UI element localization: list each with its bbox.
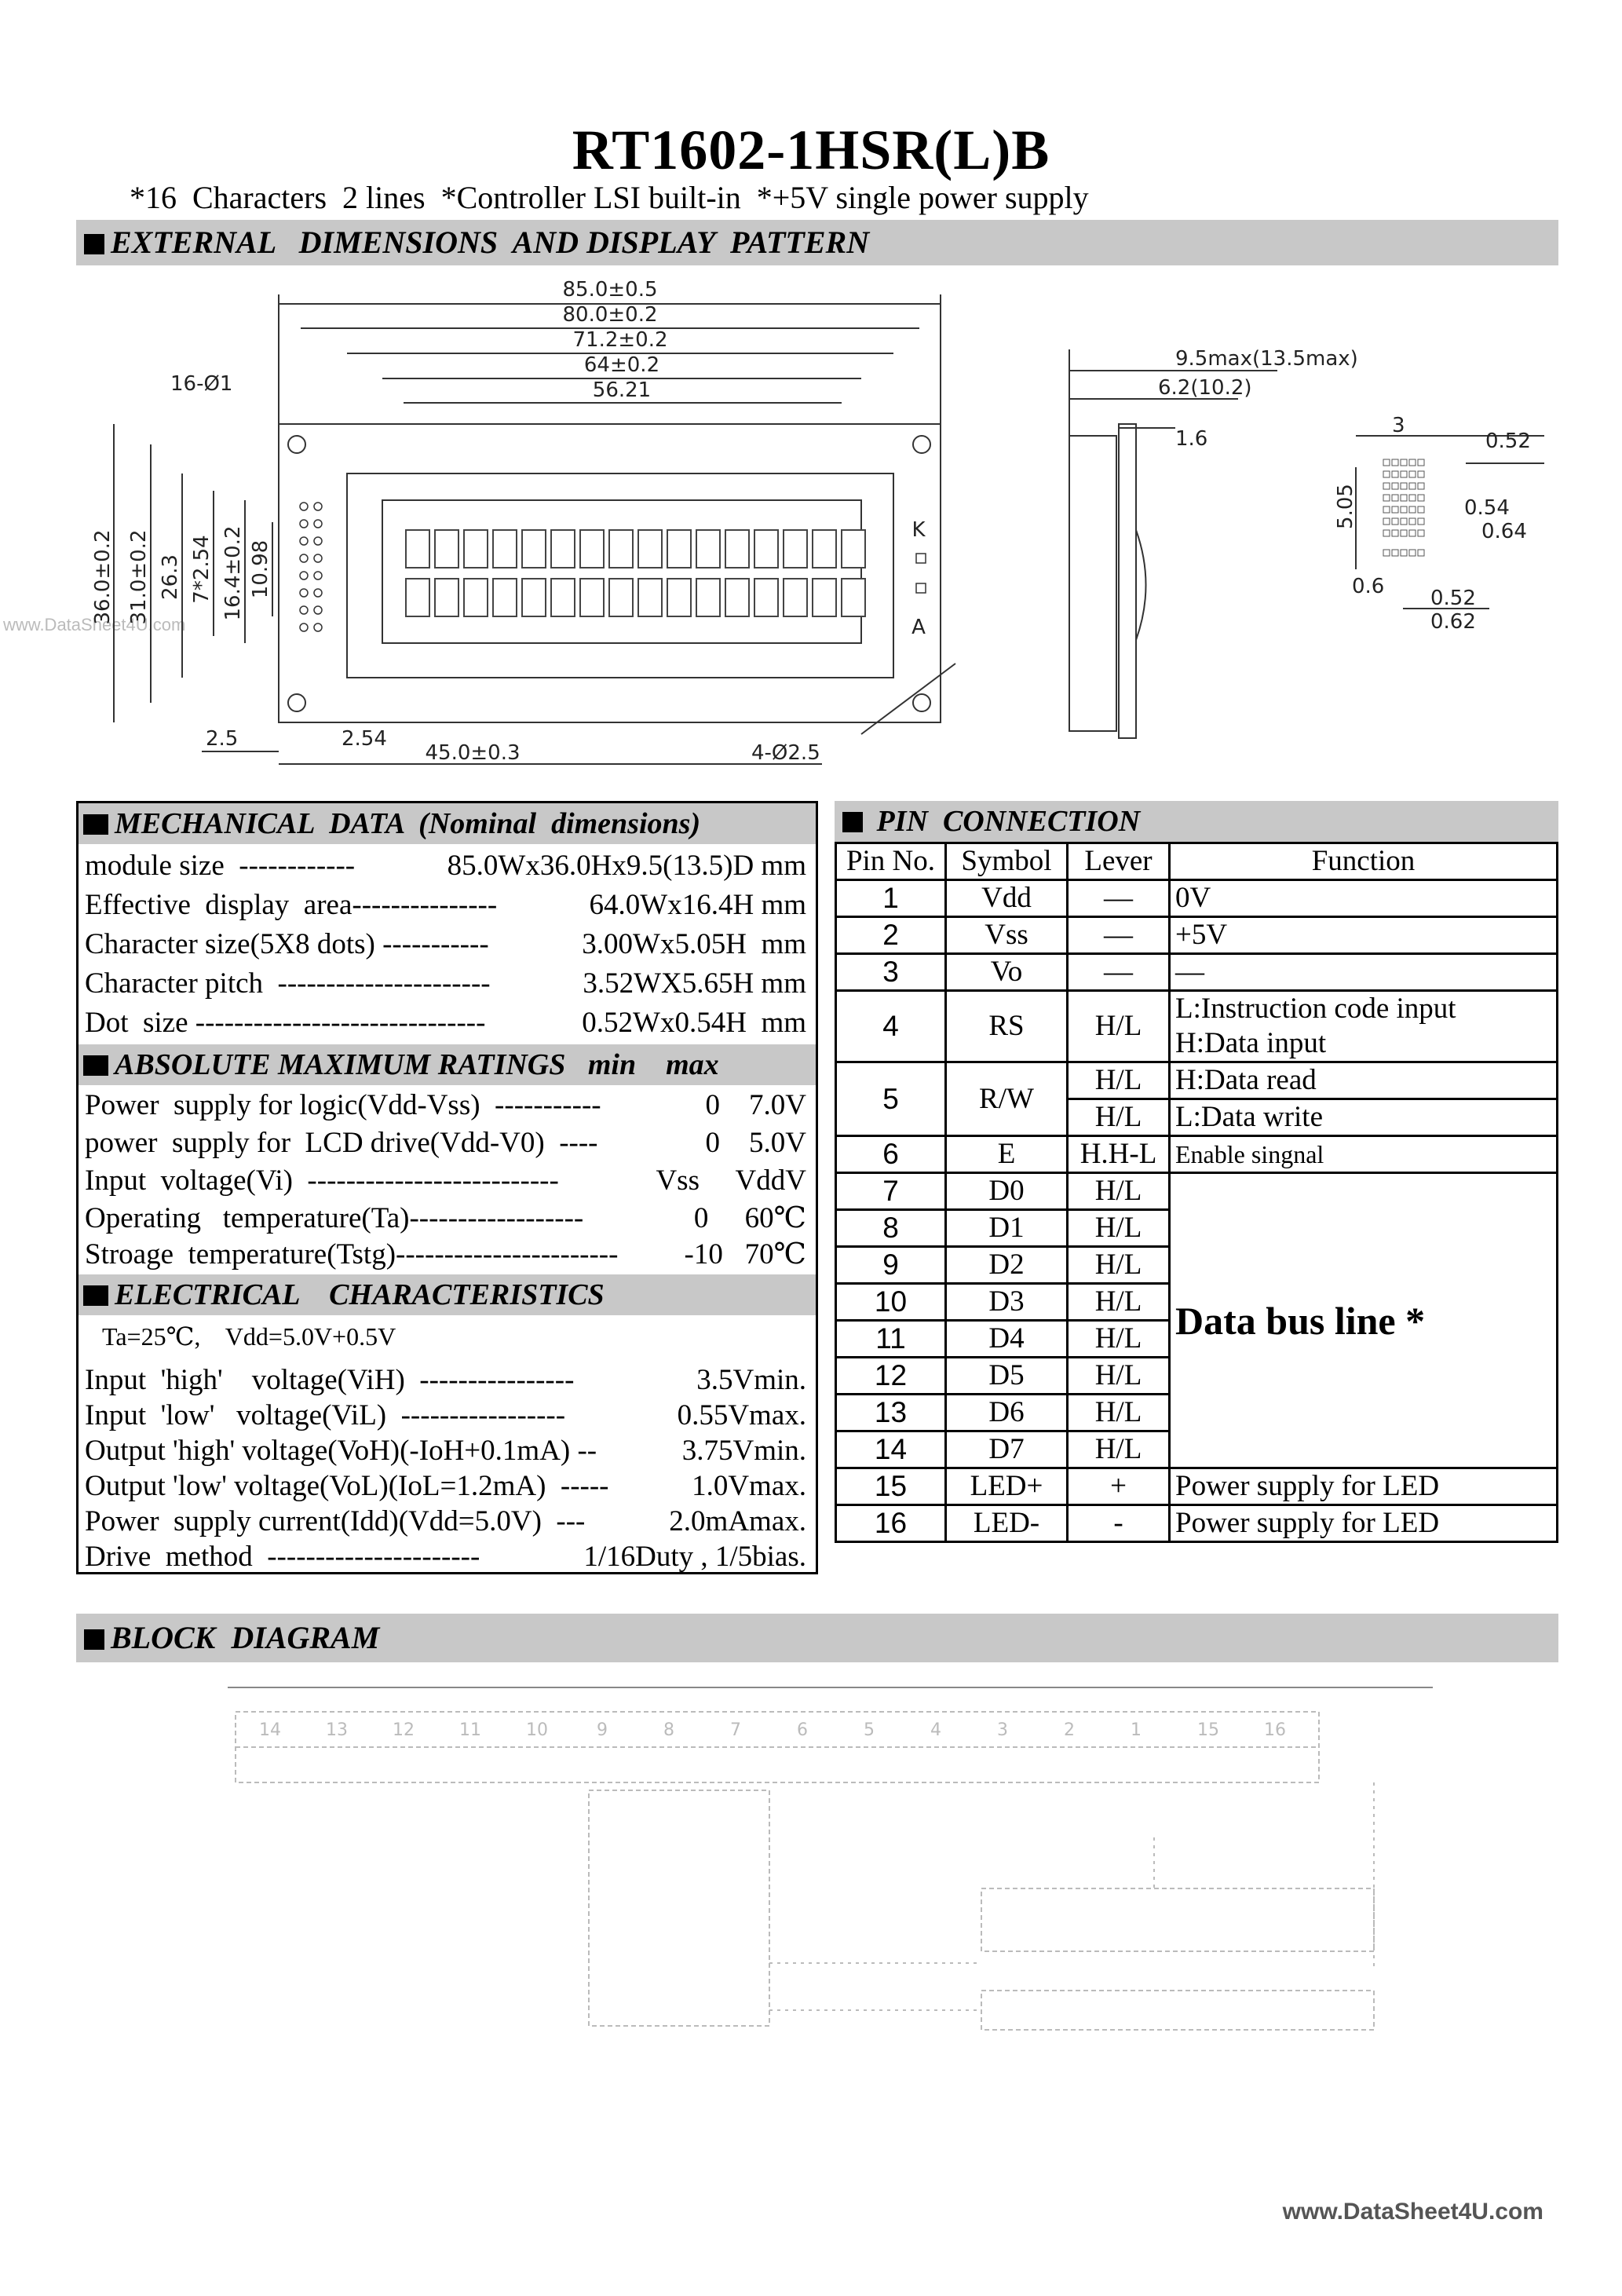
svg-text:13: 13 bbox=[326, 1720, 348, 1740]
dim-mount-holes: 4-Ø2.5 bbox=[751, 741, 820, 765]
watermark-text: www.DataSheet4U.com bbox=[3, 615, 186, 634]
footer-url[interactable]: www.DataSheet4U.com bbox=[1282, 2199, 1543, 2225]
svg-text:15: 15 bbox=[1197, 1720, 1219, 1740]
electrical-conditions: Ta=25℃, Vdd=5.0V+0.5V bbox=[102, 1322, 396, 1351]
abs-row: Stroage temperature(Tstg)----------------------- -10 70℃ bbox=[85, 1238, 806, 1270]
subtitle: *16 Characters 2 lines *Controller LSI built-in *+5V single power supply bbox=[130, 180, 1089, 215]
divider bbox=[228, 1687, 1433, 1688]
svg-text:6: 6 bbox=[797, 1720, 808, 1740]
table-row: H/L L:Data write bbox=[836, 1099, 1558, 1136]
table-row: 9 D2 H/L bbox=[836, 1247, 1558, 1284]
svg-text:14: 14 bbox=[259, 1720, 281, 1740]
table-row: 8 D1 H/L bbox=[836, 1210, 1558, 1247]
table-row: 4 RS H/L L:Instruction code input H:Data input bbox=[836, 991, 1558, 1062]
elec-row: Power supply current(Idd)(Vdd=5.0V) --- 2.0mAmax. bbox=[85, 1505, 806, 1537]
page-title: RT1602-1HSR(L)B bbox=[572, 119, 1050, 181]
mech-row: Character pitch ---------------------- 3.52WX5.65H mm bbox=[85, 967, 806, 1000]
dim-height-active: 16.4±0.2 bbox=[221, 525, 245, 621]
table-row: 6 E H.H-L Enable singnal bbox=[836, 1136, 1558, 1173]
dim-bottom-pitch: 2.54 bbox=[342, 727, 387, 751]
table-row: 5 R/W H/L H:Data read bbox=[836, 1062, 1558, 1099]
table-row: 15 LED+ + Power supply for LED bbox=[836, 1468, 1558, 1505]
elec-row: Drive method ---------------------- 1/16Duty , 1/5bias. bbox=[85, 1541, 806, 1573]
pin-a-label: A bbox=[911, 616, 926, 639]
section-block-header bbox=[76, 1614, 1558, 1662]
pin-table-header: Pin No. Symbol Lever Function bbox=[836, 843, 1558, 880]
dim-bottom-left: 2.5 bbox=[206, 727, 239, 751]
mount-hole bbox=[288, 436, 305, 453]
dim-height-viewing: 26.3 bbox=[159, 554, 182, 600]
pin-header bbox=[835, 801, 1558, 842]
absolute-title: ABSOLUTE MAXIMUM RATINGS min max bbox=[115, 1048, 719, 1081]
table-row: 2 Vss — +5V bbox=[836, 917, 1558, 954]
electrical-header bbox=[79, 1274, 816, 1315]
table-row: 11 D4 H/L bbox=[836, 1321, 1558, 1358]
svg-text:10: 10 bbox=[526, 1720, 548, 1740]
dim-dot-3: 3 bbox=[1392, 414, 1405, 437]
abs-row: Input voltage(Vi) -------------------------- Vss VddV bbox=[85, 1164, 806, 1197]
dim-dot-06: 0.6 bbox=[1352, 575, 1385, 598]
dim-height-outer: 36.0±0.2 bbox=[91, 529, 115, 625]
square-bullet-icon bbox=[842, 812, 863, 832]
svg-text:4: 4 bbox=[930, 1720, 941, 1740]
dim-dot-052: 0.52 bbox=[1485, 430, 1531, 453]
active-area bbox=[382, 500, 861, 643]
table-row: 14 D7 H/L bbox=[836, 1431, 1558, 1468]
abs-row: Operating temperature(Ta)------------------ 0 60℃ bbox=[85, 1202, 806, 1234]
svg-text:8: 8 bbox=[663, 1720, 674, 1740]
dim-dot-064: 0.64 bbox=[1481, 520, 1527, 543]
square-bullet-icon bbox=[84, 1629, 104, 1650]
abs-row: power supply for LCD drive(Vdd-V0) ---- 0 5.0V bbox=[85, 1127, 806, 1159]
elec-row: Input 'low' voltage(ViL) ----------------- 0.55Vmax. bbox=[85, 1399, 806, 1431]
table-row: 13 D6 H/L bbox=[836, 1395, 1558, 1431]
mech-row: Character size(5X8 dots) ----------- 3.00Wx5.05H mm bbox=[85, 928, 806, 960]
dim-dot-062: 0.62 bbox=[1430, 610, 1476, 634]
mechanical-title: MECHANICAL DATA (Nominal dimensions) bbox=[115, 807, 701, 840]
table-row: 7 D0 H/L Data bus line * bbox=[836, 1173, 1558, 1210]
pin-table bbox=[835, 842, 1558, 1543]
electrical-title: ELECTRICAL CHARACTERISTICS bbox=[115, 1278, 605, 1311]
absolute-header bbox=[79, 1044, 816, 1085]
dim-height-pcb: 31.0±0.2 bbox=[127, 529, 151, 625]
pin-k-label: K bbox=[911, 518, 926, 542]
elec-row: Input 'high' voltage(ViH) ---------------- 3.5Vmin. bbox=[85, 1364, 806, 1396]
section-block-title: BLOCK DIAGRAM bbox=[111, 1620, 380, 1655]
dim-width-chars: 56.21 bbox=[592, 378, 652, 402]
dim-width-viewing: 71.2±0.2 bbox=[572, 328, 668, 352]
mechanical-data-panel bbox=[76, 801, 818, 1574]
svg-text:2: 2 bbox=[1064, 1720, 1075, 1740]
dim-holes: 16-Ø1 bbox=[170, 372, 233, 396]
dim-dot-505: 5.05 bbox=[1334, 484, 1357, 529]
section-external-title: EXTERNAL DIMENSIONS AND DISPLAY PATTERN bbox=[111, 225, 870, 260]
mount-hole bbox=[913, 436, 930, 453]
dim-side-depth: 9.5max(13.5max) bbox=[1175, 347, 1358, 371]
mechanical-header bbox=[79, 803, 816, 844]
square-bullet-icon bbox=[83, 814, 108, 835]
table-row: 12 D5 H/L bbox=[836, 1358, 1558, 1395]
square-bullet-icon bbox=[83, 1055, 108, 1076]
svg-text:9: 9 bbox=[597, 1720, 608, 1740]
display-window bbox=[347, 473, 893, 678]
svg-text:7: 7 bbox=[730, 1720, 741, 1740]
table-row: 3 Vo — — bbox=[836, 954, 1558, 991]
mount-hole bbox=[288, 694, 305, 711]
svg-text:16: 16 bbox=[1264, 1720, 1286, 1740]
elec-row: Output 'low' voltage(VoL)(IoL=1.2mA) ----- 1.0Vmax. bbox=[85, 1470, 806, 1502]
character-cells bbox=[406, 530, 865, 616]
table-row: 16 LED- - Power supply for LED bbox=[836, 1505, 1558, 1542]
mech-row: module size ------------ 85.0Wx36.0Hx9.5(13.5)D mm bbox=[85, 850, 806, 882]
dim-width-outer: 85.0±0.5 bbox=[562, 278, 658, 302]
dimension-drawing bbox=[76, 271, 1558, 789]
dim-width-active: 64±0.2 bbox=[583, 353, 660, 377]
svg-text:5: 5 bbox=[864, 1720, 875, 1740]
dim-width-pcb: 80.0±0.2 bbox=[562, 303, 658, 327]
dot-matrix-detail bbox=[1383, 459, 1424, 556]
mech-row: Effective display area--------------- 64.0Wx16.4H mm bbox=[85, 889, 806, 921]
dim-pin-pitch: 7*2.54 bbox=[190, 535, 214, 604]
dim-side-pcb: 6.2(10.2) bbox=[1158, 376, 1252, 400]
pin-connection-panel bbox=[835, 801, 1558, 1578]
dim-dot-052b: 0.52 bbox=[1430, 587, 1476, 610]
square-bullet-icon bbox=[83, 1285, 108, 1306]
pin-title: PIN CONNECTION bbox=[869, 805, 1141, 838]
square-bullet-icon bbox=[84, 234, 104, 254]
table-row: 10 D3 H/L bbox=[836, 1284, 1558, 1321]
svg-text:11: 11 bbox=[459, 1720, 481, 1740]
section-external-header bbox=[76, 220, 1558, 265]
dim-height-chars: 10.98 bbox=[249, 539, 272, 599]
mech-row: Dot size ------------------------------ 0.52Wx0.54H mm bbox=[85, 1007, 806, 1039]
dim-dot-054: 0.54 bbox=[1464, 496, 1510, 520]
data-bus-label: Data bus line * bbox=[1170, 1173, 1558, 1468]
table-row: 1 Vdd — 0V bbox=[836, 880, 1558, 917]
block-pin-labels bbox=[259, 1720, 1286, 1740]
svg-text:1: 1 bbox=[1131, 1720, 1142, 1740]
svg-text:12: 12 bbox=[393, 1720, 415, 1740]
block-diagram bbox=[228, 1704, 1429, 2049]
mount-hole bbox=[913, 694, 930, 711]
abs-row: Power supply for logic(Vdd-Vss) ----------- 0 7.0V bbox=[85, 1089, 806, 1121]
dim-bottom-center: 45.0±0.3 bbox=[425, 741, 521, 765]
dim-side-thickness: 1.6 bbox=[1175, 427, 1208, 451]
svg-text:3: 3 bbox=[997, 1720, 1008, 1740]
elec-row: Output 'high' voltage(VoH)(-IoH+0.1mA) -- 3.75Vmin. bbox=[85, 1435, 806, 1467]
